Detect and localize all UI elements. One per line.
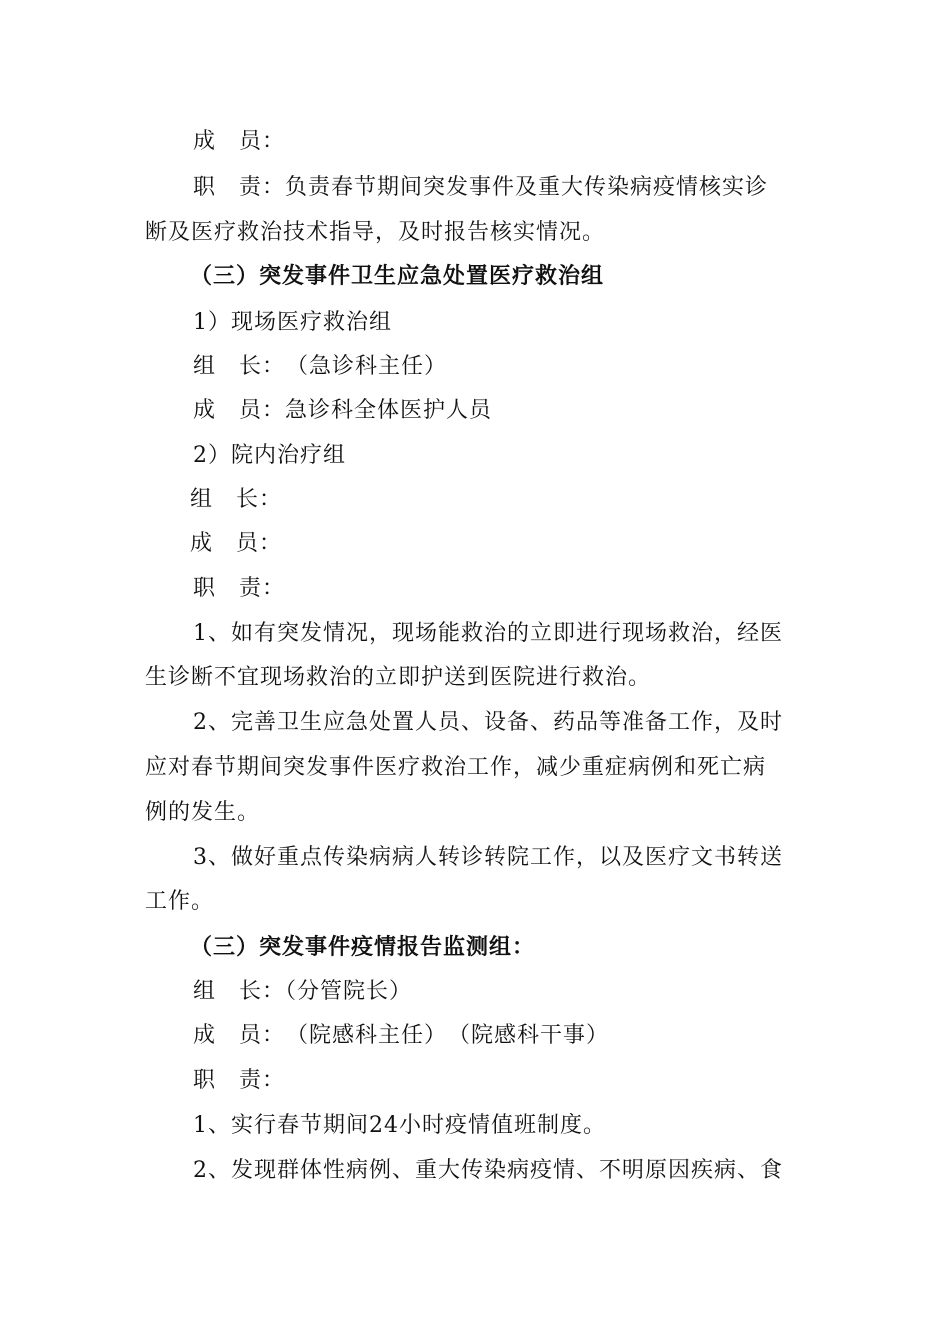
duties-surveillance-text: 职 责： [193,1068,286,1093]
subsection-inhospital-text: 2）院内治疗组 [193,443,346,468]
item-3-text-cont: 工作。 [145,889,215,914]
subsection-onsite-text: 1）现场医疗救治组 [193,310,392,335]
subsection-onsite [0,305,950,341]
section-heading-surveillance-text: （三）突发事件疫情报告监测组： [190,934,536,960]
subsection-inhospital [0,438,950,474]
members-surveillance-text: 成 员： （院感科主任） （院感科干事） [193,1023,610,1048]
item-2-line-2 [0,750,950,786]
item-1-line-1 [0,616,950,652]
duties-line-surveillance [0,1063,950,1099]
leader-line-surveillance [0,974,950,1010]
item-2-line-1 [0,705,950,741]
item-2-text-cont: 应对春节期间突发事件医疗救治工作，减少重症病例和死亡病 [145,755,767,780]
section-heading-text: （三）突发事件卫生应急处置医疗救治组 [190,263,605,289]
duties-text: 职 责：负责春节期间突发事件及重大传染病疫情核实诊 [193,175,769,200]
surveillance-item-2-text: 2、发现群体性病例、重大传染病疫情、不明原因疾病、食 [193,1158,783,1183]
item-1-line-2 [0,660,950,696]
members-text: 成 员： [193,129,286,154]
duties-line-inhospital [0,571,950,607]
item-2-text: 2、完善卫生应急处置人员、设备、药品等准备工作，及时 [193,710,783,735]
leader-line-inhospital [0,482,950,518]
item-3-line-2 [0,884,950,920]
duties-text-cont: 断及医疗救治技术指导，及时报告核实情况。 [145,220,606,245]
item-2-text-end: 例的发生。 [145,800,261,825]
members-line-surveillance [0,1018,950,1054]
members-inhospital-text: 成 员： [190,531,283,556]
members-line-inhospital [0,526,950,562]
leader-inhospital-text: 组 长： [190,487,283,512]
surveillance-item-1 [0,1108,950,1144]
leader-line-onsite [0,349,950,385]
section-heading-surveillance [0,929,950,965]
members-line-onsite [0,393,950,429]
item-3-line-1 [0,840,950,876]
surveillance-item-1-text: 1、实行春节期间24小时疫情值班制度。 [193,1113,606,1138]
item-2-line-3 [0,795,950,831]
duties-line-1 [0,170,950,206]
leader-surveillance-text: 组 长：（分管院长） [193,979,413,1004]
item-1-text: 1、如有突发情况，现场能救治的立即进行现场救治，经医 [193,621,783,646]
members-onsite-text: 成 员：急诊科全体医护人员 [193,398,493,423]
members-line-1 [0,124,950,160]
item-3-text: 3、做好重点传染病病人转诊转院工作，以及医疗文书转送 [193,845,783,870]
duties-inhospital-text: 职 责： [193,576,286,601]
leader-onsite-text: 组 长： （急诊科主任） [193,354,448,379]
surveillance-item-2 [0,1153,950,1189]
section-heading-treatment [0,258,950,294]
item-1-text-cont: 生诊断不宜现场救治的立即护送到医院进行救治。 [145,665,652,690]
duties-line-1-cont [0,215,950,251]
